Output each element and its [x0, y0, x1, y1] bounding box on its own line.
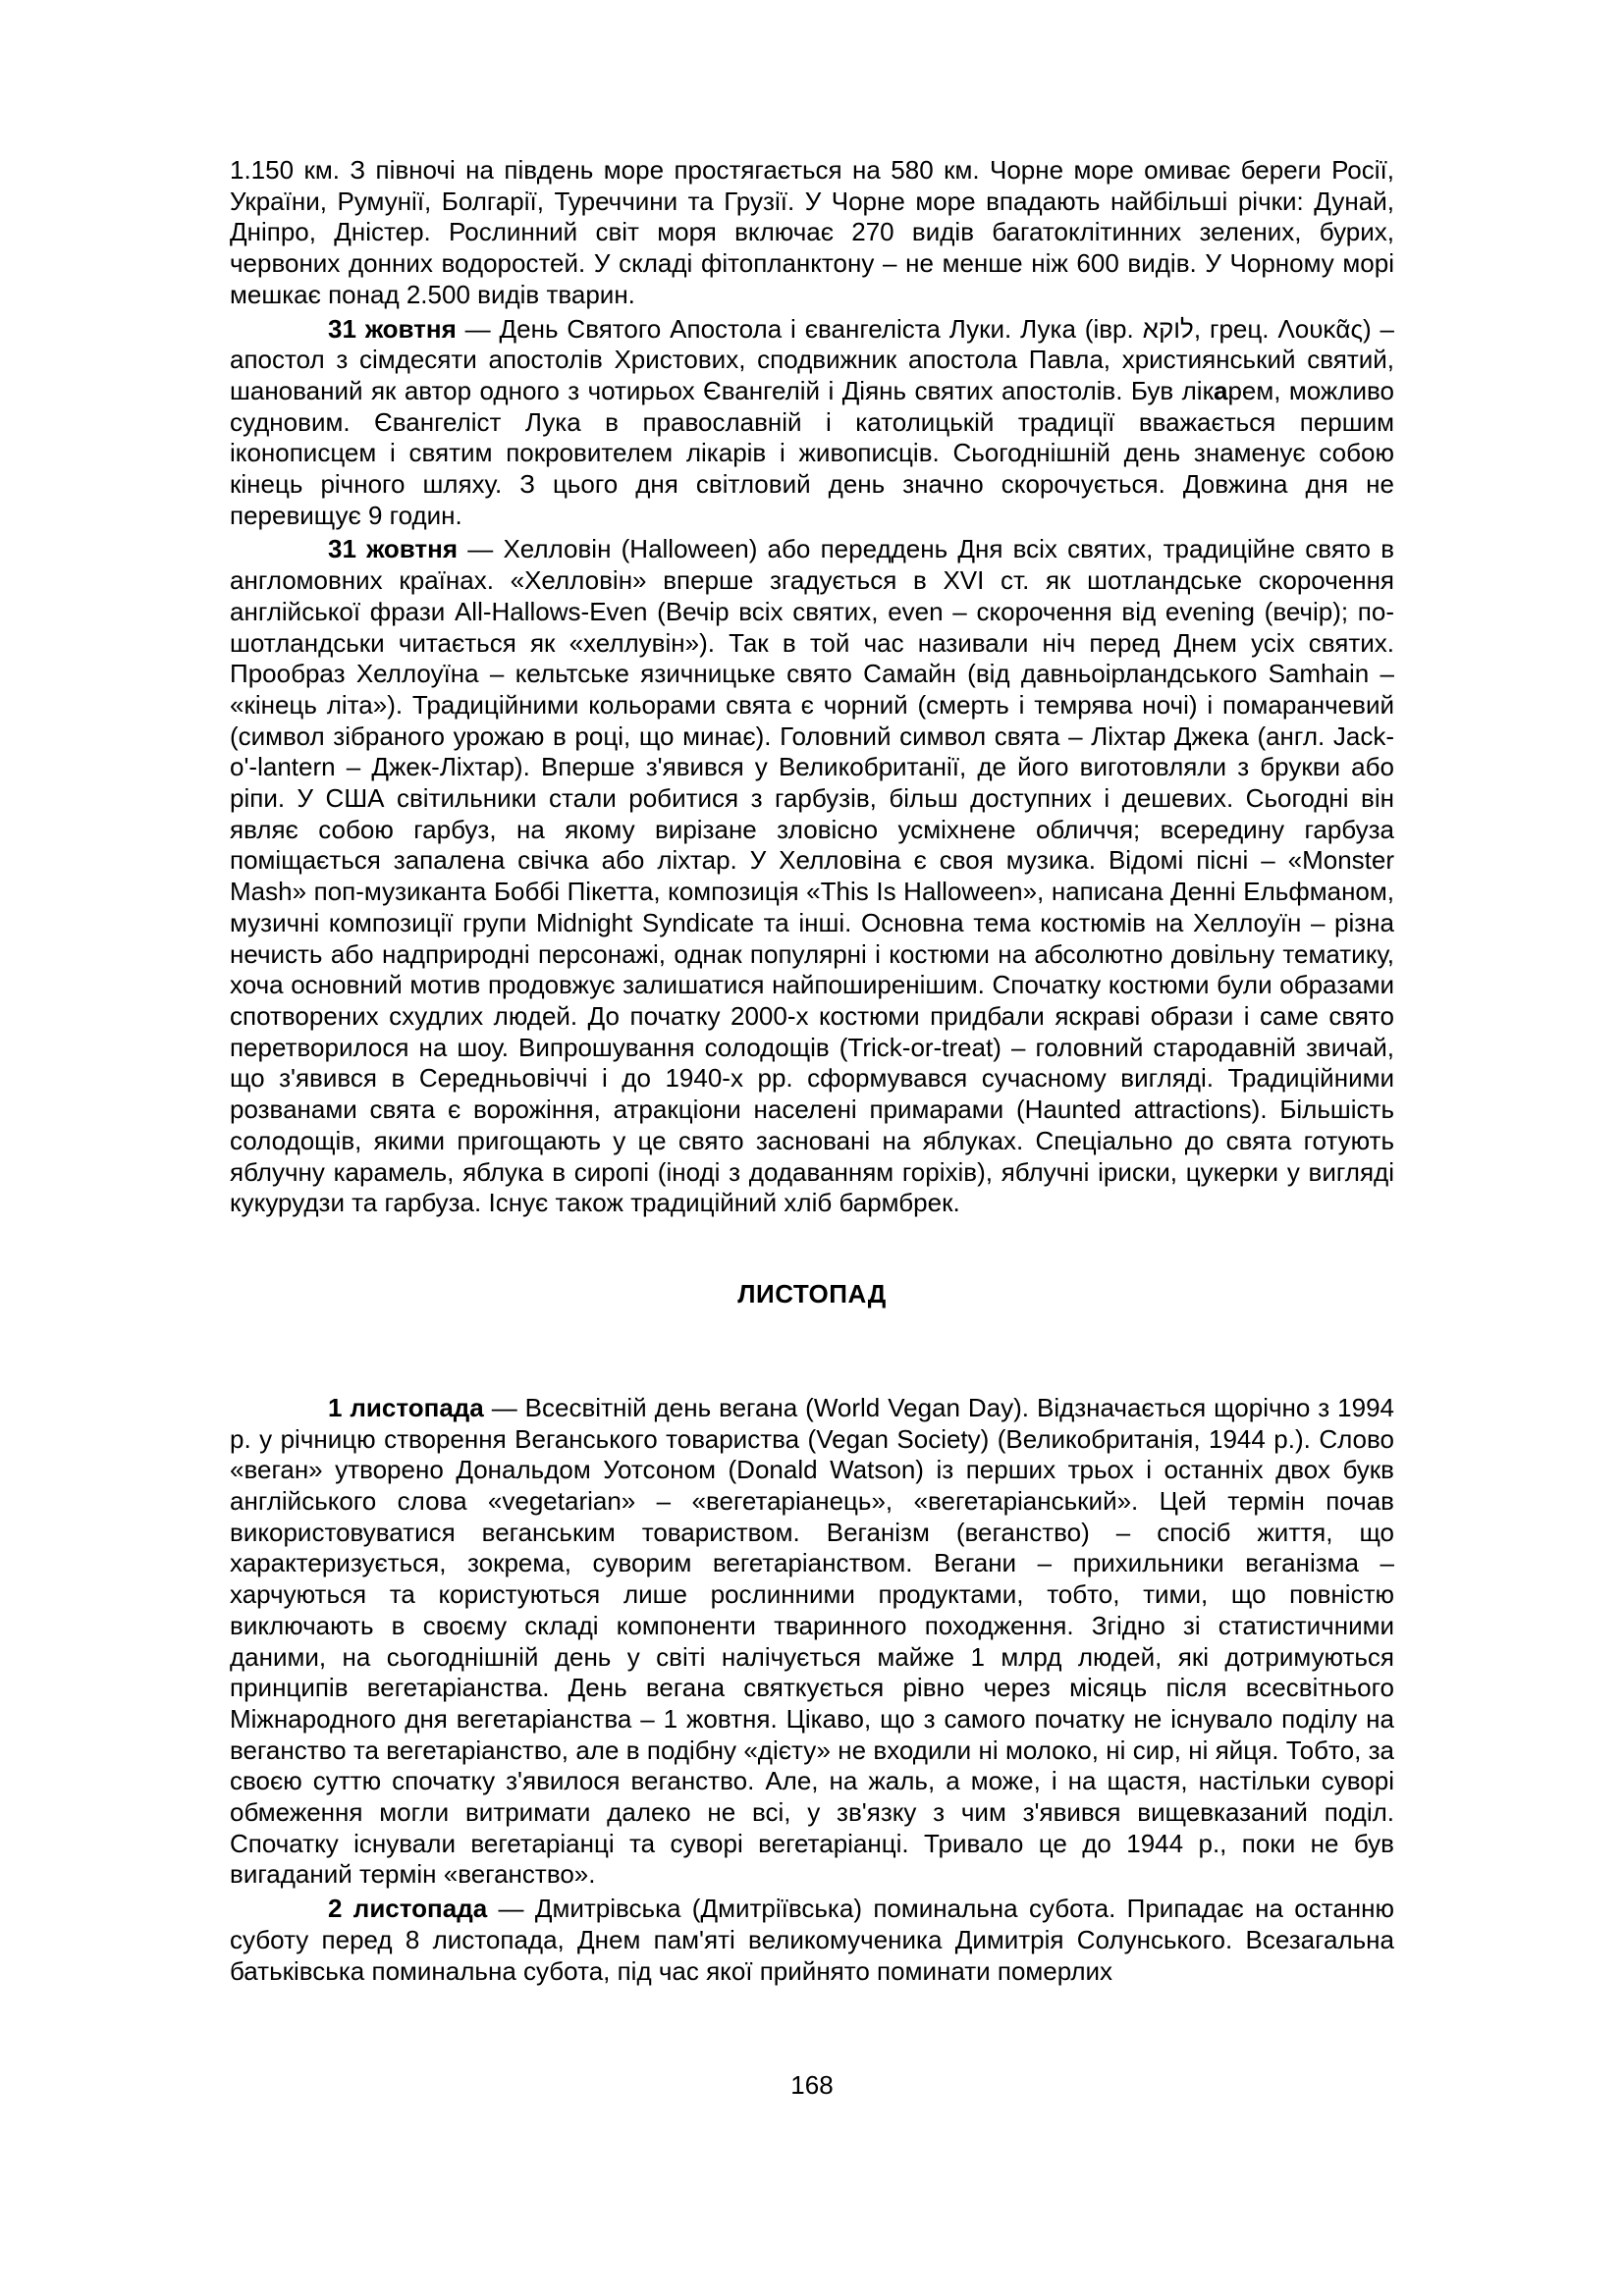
section-heading: ЛИСТОПАД — [737, 1278, 887, 1308]
text-run: — Хелловін (Halloween) або переддень Дня всіх святих, традиційне свято в англомовних країнах. «Хелловін» вперше згадується в XVI ст. як шотландське скорочення англійської фрази All-Hallows-Even (Вечір всіх святих, even – скорочення від evening (вечір); по-шотландськи читається як «хеллувін»). Так в той час називали ніч перед Днем усіх святих. Прообраз Хеллоуїна – кельтське язичницьке свято Самайн (від давньоірландського Samhain – «кінець літа»). Традиційними кольорами свята є чорний (смерть і темрява ночі) і помаранчевий (символ зібраного урожаю в році, що минає). Головний символ свята – Ліхтар Джека (англ. Jack-o'-lantern – Джек-Ліхтар). Вперше з'явився у Великобританії, де його виготовляли з брукви або ріпи. У США світильники стали робитися з гарбузів, більш доступних і дешевих. Сьогодні він являє собою гарбуз, на якому вирізане зловісно усміхнене обличчя; всередину гарбуза поміщається запалена свічка або ліхтар. У Хелловіна є своя музика. Відомі пісні – «Monster Mash» поп-музиканта Боббі Пікетта, композиція «This Is Halloween», написана Денні Ельфманом, музичні композиції групи Midnight Syndicate та інші. Основна тема костюмів на Хеллоуїн – різна нечисть або надприродні персонажі, однак популярні і костюми на абсолютно довільну тематику, хоча основний мотив продовжує залишатися найпоширенішим. Спочатку костюми були образами спотворених схудлих людей. До початку 2000-х костюми придбали яскраві образи і саме свято перетворилося на шоу. Випрошування солодощів (Trick-or-treat) – головний стародавній звичай, що з'явився в Середньовіччі і до 1940-х рр. сформувався сучасному вигляді. Традиційними розванами свята є ворожіння, атракціони населені примарами (Haunted attractions). Більшість солодощів, якими пригощають у це свято засновані на яблуках. Спеціально до свята готують яблучну карамель, яблука в сиропі (іноді з додаванням горіхів), яблучні іриски, цукерки у вигляді кукурудзи та гарбуза. Існує також традиційний хліб бармбрек. — [230, 534, 1395, 1218]
text-run: — Дмитрівська (Дмитріївська) поминальна субота. Припадає на останню суботу перед 8 листопада, Днем пам'яті великомученика Димитрія Солунського. Всезагальна батьківська поминальна субота, під час якої прийнято поминати померлих — [230, 1894, 1395, 1986]
paragraph — [230, 1894, 1394, 1987]
paragraph — [230, 1393, 1394, 1891]
bold-text-run: 1 листопада — [328, 1392, 484, 1422]
bold-text-run: 2 листопада — [328, 1894, 488, 1924]
paragraph — [230, 534, 1394, 1218]
bold-text-run: 31 жовтня — [328, 534, 459, 564]
text-run: — День Святого Апостола і євангеліста Луки. Лука (івр. לוקא, грец. Λουκᾶς) – апостол з сімдесяти апостолів Христових, сподвижник апостола Павла, християнський святий, шанований як автор одного з чотирьох Євангелій і Діянь святих апостолів. Був лік — [230, 313, 1395, 405]
paragraph — [230, 155, 1394, 311]
text-run: рем, можливо судновим. Євангеліст Лука в православній і католицькій традиції вважається першим іконописцем і святим покровителем лікарів і живописців. Сьогоднішній день знаменує собою кінець річного шляху. З цього дня світловий день значно скорочується. Довжина дня не перевищує 9 годин. — [230, 375, 1395, 530]
page-number: 168 — [790, 2070, 834, 2100]
text-run: — Всесвітній день вегана (World Vegan Day). Відзначається щорічно з 1994 р. у річницю створення Веганського товариства (Vegan Society) (Великобританія, 1944 р.). Слово «веган» утворено Дональдом Уотсоном (Donald Watson) із перших трьох і останніх двох букв англійського слова «vegetarian» – «вегетаріанець», «вегетаріанський». Цей термін почав використовуватися веганським товариством. Веганізм (веганство) – спосіб життя, що характеризується, зокрема, суворим вегетаріанством. Вегани – прихильники веганізма – харчуються та користуються лише рослинними продуктами, тобто, тими, що повністю виключають в своєму складі компоненти тваринного походження. Згідно зі статистичними даними, на сьогоднішній день у світі налічується майже 1 млрд людей, які дотримуються принципів вегетаріанства. День вегана святкується рівно через місяць після всесвітнього Міжнародного дня вегетаріанства – 1 жовтня. Цікаво, що з самого початку не існувало поділу на веганство та вегетаріанство, але в подібну «дієту» не входили ні молоко, ні сир, ні яйця. Тобто, за своєю суттю спочатку з'явилося веганство. Але, на жаль, а може, і на щастя, настільки суворі обмеження могли витримати далеко не всі, у зв'язку з чим з'явився вищевказаний поділ. Спочатку існували вегетаріанці та суворі вегетаріанці. Тривало це до 1944 р., поки не був вигаданий термін «веганство». — [230, 1392, 1394, 1890]
bold-text-run: 31 жовтня — [328, 313, 457, 344]
bold-text-run: а — [1213, 375, 1228, 405]
text-run: 1.150 км. З півночі на південь море простягається на 580 км. Чорне море омиває береги Росії, України, Румунії, Болгарії, Туреччини та Грузії. У Чорне море впадають найбільші річки: Дунай, Дніпро, Дністер. Рослинний світ моря включає 270 видів багатоклітинних зелених, бурих, червоних донних водоростей. У складі фітопланктону – не менше ніж 600 видів. У Чорному морі мешкає понад 2.500 видів тварин. — [230, 155, 1394, 309]
document-body — [230, 155, 1394, 1990]
paragraph — [230, 314, 1394, 532]
